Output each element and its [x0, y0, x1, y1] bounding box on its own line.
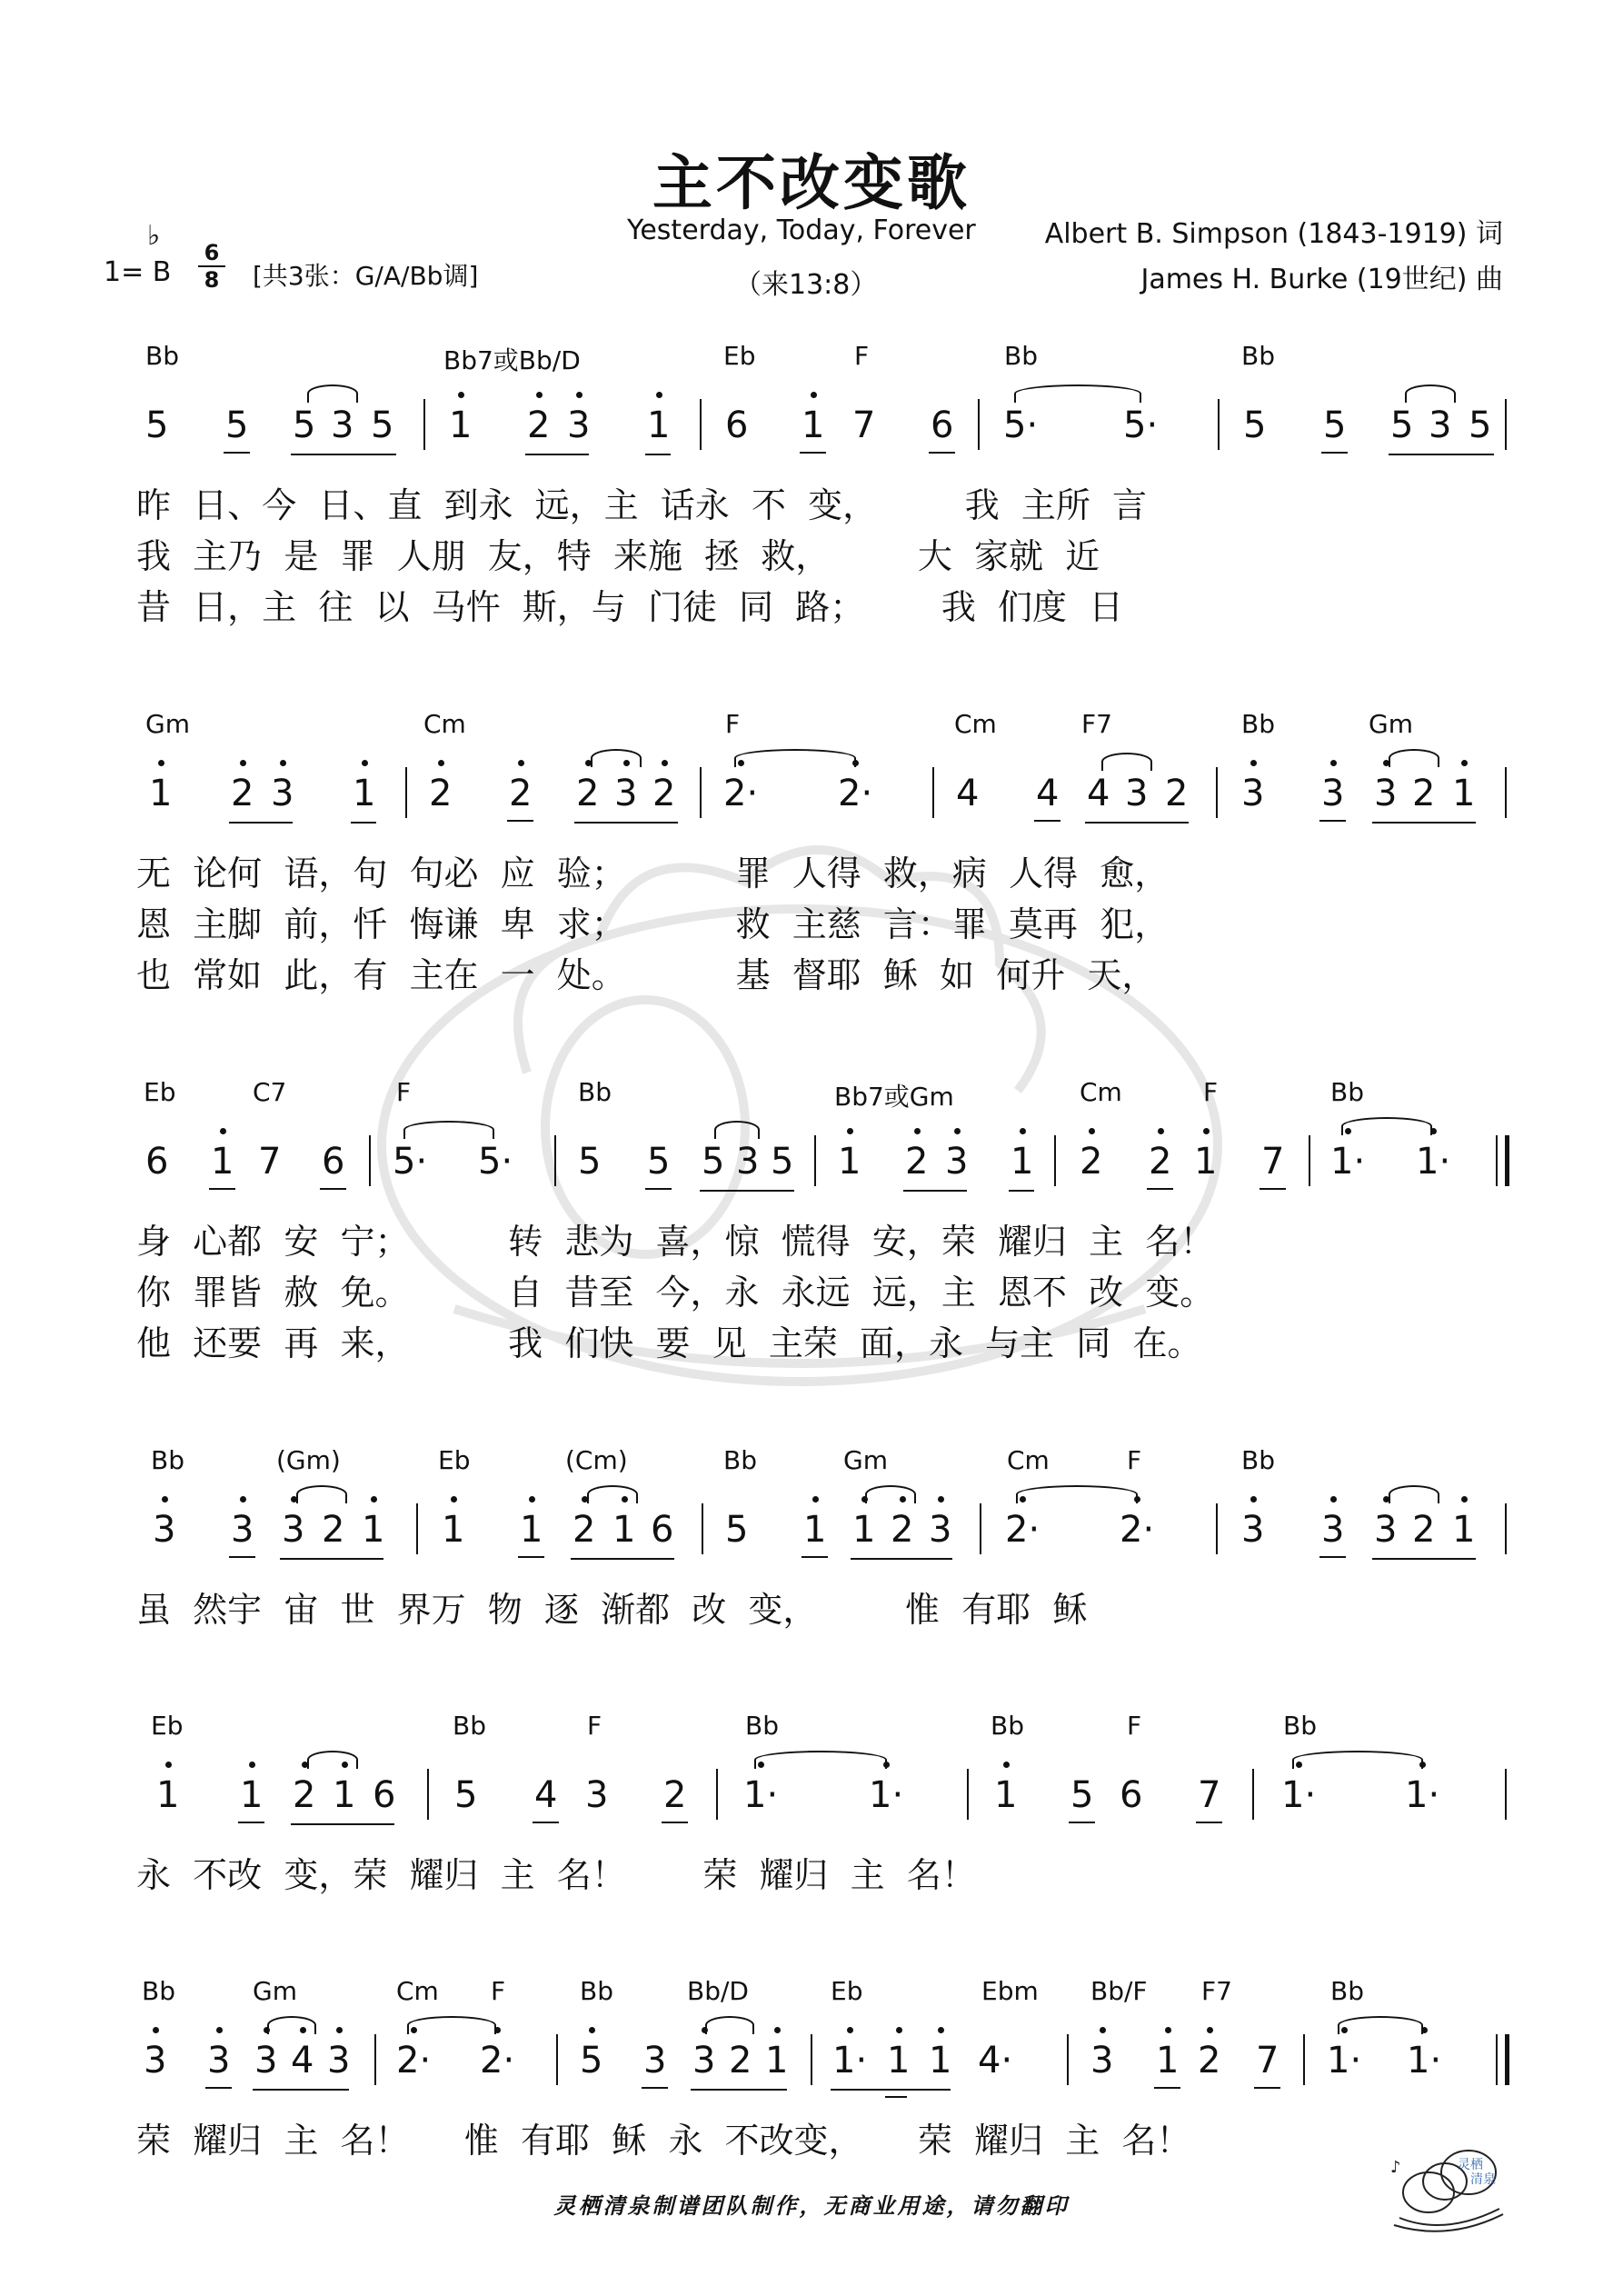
note: 2 [652, 773, 676, 814]
note: 3 [643, 2040, 667, 2081]
time-signature [198, 242, 225, 291]
beam [1372, 1558, 1476, 1560]
barline [1054, 1135, 1056, 1186]
lyric-line: 身 心都 安 宁； 转 悲为 喜，惊 慌得 安，荣 耀归 主 名！ [136, 1222, 1215, 1262]
lyric-line: 恩 主脚 前，忏 悔谦 卑 求； 救 主慈 言：罪 莫再 犯， [136, 904, 1170, 944]
note: 2 [729, 2040, 752, 2081]
note: 5 [647, 1141, 671, 1183]
chord-label: Bb [991, 1711, 1024, 1741]
note: 3 [736, 1141, 760, 1183]
note: 7 [258, 1141, 282, 1183]
barline [416, 1503, 418, 1554]
beam [831, 2089, 951, 2091]
note: 1 [1011, 1141, 1034, 1183]
slur [591, 749, 642, 767]
slur [1014, 384, 1141, 403]
note: 6 [373, 1774, 396, 1816]
note: 1· [1405, 1774, 1440, 1816]
chord-label: Cm [423, 709, 466, 739]
note: 3 [1321, 1509, 1345, 1551]
chord-label: Bb [151, 1445, 184, 1475]
note: 1· [832, 2040, 868, 2081]
note: 4 [956, 773, 980, 814]
barline [1216, 767, 1218, 818]
lyricist-credit: Albert B. Simpson (1843-1919) 词 [1044, 218, 1503, 250]
beam [903, 1190, 967, 1192]
note: 2 [429, 773, 453, 814]
scripture-reference: （来13:8） [734, 269, 878, 301]
key-note: [共3张：G/A/Bb调] [253, 261, 479, 291]
note: 3 [1241, 773, 1265, 814]
beam [574, 822, 678, 824]
chord-label: Gm [1369, 709, 1413, 739]
barline [554, 1135, 556, 1186]
note: 1 [240, 1774, 264, 1816]
note: 5· [478, 1141, 513, 1183]
note: 3 [207, 2040, 231, 2081]
note: 3 [1321, 773, 1345, 814]
beam [253, 2089, 349, 2091]
note: 2 [1198, 2040, 1221, 2081]
note: 1 [1452, 1509, 1476, 1551]
beam [291, 1823, 394, 1825]
note: 1 [353, 773, 376, 814]
note: 4· [978, 2040, 1013, 2081]
chord-label: Bb [1330, 1976, 1364, 2006]
chord-label: Eb [723, 341, 756, 371]
note: 1 [149, 773, 173, 814]
beam [351, 822, 376, 824]
lyric-line: 你 罪皆 赦 免。 自 昔至 今，永 永远 远，主 恩不 改 变。 [136, 1273, 1215, 1313]
slur [1016, 1485, 1138, 1503]
note: 2 [1412, 1509, 1436, 1551]
chord-label: Bb [142, 1976, 175, 2006]
note: 1 [442, 1509, 465, 1551]
note: 7 [1261, 1141, 1285, 1183]
lyric-line: 昨 日、今 日、直 到永 远，主 话永 不 变， 我 主所 言 [136, 485, 1148, 525]
barline [369, 1135, 371, 1186]
slur [1292, 1751, 1423, 1769]
note: 1 [612, 1509, 636, 1551]
barline [405, 767, 407, 818]
note: 1 [838, 1141, 861, 1183]
chord-label: F [491, 1976, 506, 2006]
barline [1252, 1769, 1254, 1820]
key-signature [104, 220, 172, 288]
beam [885, 2096, 907, 2098]
note: 3 [1090, 2040, 1114, 2081]
logo-text-line-2: 清泉 [1470, 2172, 1496, 2187]
chord-label: F [1203, 1077, 1219, 1107]
note: 2 [1165, 773, 1189, 814]
note: 1 [211, 1141, 234, 1183]
note: 3 [945, 1141, 969, 1183]
note: 1 [802, 404, 825, 446]
note: 5 [1243, 404, 1267, 446]
note: 1 [852, 1509, 876, 1551]
note: 2· [1005, 1509, 1041, 1551]
svg-text:♪: ♪ [1390, 2158, 1401, 2177]
barline [967, 1769, 969, 1820]
note: 5 [725, 1509, 749, 1551]
chord-label: Gm [253, 1976, 297, 2006]
time-signature-top: 6 [204, 240, 220, 265]
chord-label: F [396, 1077, 412, 1107]
note: 5· [393, 1141, 428, 1183]
chord-label: Gm [843, 1445, 888, 1475]
note: 2 [293, 1774, 316, 1816]
note: 7 [1198, 1774, 1221, 1816]
note: 1 [647, 404, 671, 446]
note: 1· [869, 1774, 904, 1816]
slur [407, 2016, 496, 2034]
note: 5 [1469, 404, 1492, 446]
chord-label: F [587, 1711, 602, 1741]
barline [1505, 767, 1507, 818]
chord-label: Bb [1004, 341, 1038, 371]
beam [700, 1190, 794, 1192]
chord-label: C7 [253, 1077, 287, 1107]
note: 5· [1003, 404, 1039, 446]
chord-label: Cm [1080, 1077, 1122, 1107]
note: 5 [371, 404, 394, 446]
slur [1101, 753, 1152, 771]
chord-label: Bb [578, 1077, 612, 1107]
note: 1 [449, 404, 473, 446]
time-signature-bottom: 8 [204, 267, 220, 293]
note: 3 [1374, 773, 1398, 814]
barline [556, 2034, 558, 2085]
chord-label: Bb [1241, 341, 1275, 371]
note: 1 [803, 1509, 827, 1551]
lyric-line: 虽 然宇 宙 世 界万 物 逐 渐都 改 变， 惟 有耶 稣 [136, 1590, 1088, 1630]
barline [932, 767, 934, 818]
note: 2 [576, 773, 600, 814]
chord-label: Bb7或Gm [834, 1082, 954, 1112]
note: 3 [271, 773, 294, 814]
notation-row [0, 404, 1623, 459]
beam [229, 822, 293, 824]
note: 1 [333, 1774, 356, 1816]
chord-label: Cm [1007, 1445, 1050, 1475]
chord-label: Eb [831, 1976, 863, 2006]
chord-label: Bb [1330, 1077, 1364, 1107]
chord-label: Gm [145, 709, 190, 739]
beam [525, 454, 589, 455]
notation-row [0, 773, 1623, 827]
note: 2· [838, 773, 873, 814]
barline [1505, 1503, 1507, 1554]
notation-row [0, 1141, 1623, 1195]
note: 2 [231, 773, 254, 814]
chord-label: Bb [745, 1711, 779, 1741]
note: 5 [771, 1141, 794, 1183]
slur [1338, 2016, 1423, 2034]
note: 2 [1149, 1141, 1172, 1183]
barline [1505, 1769, 1507, 1820]
barline [1216, 1503, 1218, 1554]
note: 3 [327, 2040, 351, 2081]
note: 6 [145, 1141, 169, 1183]
barline [1218, 399, 1220, 450]
note: 1 [1194, 1141, 1218, 1183]
lyric-line: 我 主乃 是 罪 人朋 友，特 来施 拯 救， 大 家就 近 [136, 536, 1100, 576]
beam [1009, 1190, 1034, 1192]
chord-label: Bb [145, 341, 179, 371]
note: 2· [480, 2040, 515, 2081]
note: 1· [1327, 2040, 1362, 2081]
barline [1067, 2034, 1069, 2085]
note: 3 [614, 773, 638, 814]
note: 1 [362, 1509, 385, 1551]
notation-row [0, 1774, 1623, 1829]
lyric-line: 无 论何 语，句 句必 应 验； 罪 人得 救，病 人得 愈， [136, 854, 1170, 893]
note: 4 [1036, 773, 1060, 814]
note: 3 [1374, 1509, 1398, 1551]
note: 1 [887, 2040, 911, 2081]
beam [571, 1558, 674, 1560]
note: 7 [1256, 2040, 1279, 2081]
final-barline [1496, 2034, 1509, 2085]
note: 5 [225, 404, 249, 446]
note: 6 [1120, 1774, 1143, 1816]
note: 5 [454, 1774, 478, 1816]
chord-label: Bb [1283, 1711, 1317, 1741]
note: 2 [663, 1774, 687, 1816]
slur [865, 1485, 916, 1503]
barline [1309, 1135, 1310, 1186]
chord-label: Eb [438, 1445, 471, 1475]
double-barline [1496, 1135, 1509, 1186]
note: 6 [725, 404, 749, 446]
barline [700, 767, 702, 818]
flat-icon: ♭ [147, 220, 161, 252]
note: 6 [322, 1141, 345, 1183]
beam [1389, 454, 1494, 455]
note: 1 [765, 2040, 789, 2081]
chord-label: F [1127, 1445, 1142, 1475]
beam [291, 454, 396, 455]
beam [691, 2089, 787, 2091]
note: 1· [1407, 2040, 1442, 2081]
slur [1389, 749, 1439, 767]
note: 5· [1123, 404, 1159, 446]
chord-label: (Gm) [276, 1445, 341, 1475]
chord-label: Cm [396, 1976, 439, 2006]
notation-row [0, 2040, 1623, 2094]
chord-label: F [1127, 1711, 1142, 1741]
note: 1 [1452, 773, 1476, 814]
beam [1372, 822, 1476, 824]
note: 5 [293, 404, 316, 446]
note: 2 [891, 1509, 914, 1551]
note: 7 [852, 404, 876, 446]
note: 5 [1070, 1774, 1094, 1816]
note: 2 [1080, 1141, 1103, 1183]
beam [645, 454, 671, 455]
chord-label: F7 [1201, 1976, 1232, 2006]
note: 1· [1416, 1141, 1451, 1183]
chord-label: Bb/D [687, 1976, 749, 2006]
barline [700, 399, 702, 450]
chord-label: Cm [954, 709, 997, 739]
chord-label: Bb7或Bb/D [443, 345, 581, 375]
slur [754, 1751, 887, 1769]
slur [1341, 1117, 1432, 1135]
chord-label: F7 [1081, 709, 1112, 739]
note: 1 [520, 1509, 543, 1551]
song-subtitle: Yesterday, Today, Forever [627, 215, 976, 246]
note: 3 [567, 404, 591, 446]
chord-label: F [725, 709, 741, 739]
barline [978, 399, 980, 450]
composer-credit: James H. Burke (19世纪) 曲 [1140, 264, 1503, 295]
note: 5 [1323, 404, 1347, 446]
chord-label: (Cm) [565, 1445, 628, 1475]
lyric-line: 昔 日，主 往 以 马忤 斯，与 门徒 同 路； 我 们度 日 [136, 587, 1124, 627]
note: 3 [254, 2040, 278, 2081]
note: 1· [1281, 1774, 1317, 1816]
slur [714, 1121, 760, 1139]
slur [1389, 1485, 1439, 1503]
barline [374, 2034, 376, 2085]
barline [1303, 2034, 1305, 2085]
note: 2· [723, 773, 759, 814]
note: 3 [153, 1509, 176, 1551]
beam [280, 1558, 383, 1560]
footer-note: 灵栖清泉制谱团队制作，无商业用途，请勿翻印 [553, 2193, 1070, 2219]
note: 3 [929, 1509, 952, 1551]
song-title: 主不改变歌 [652, 148, 971, 218]
note: 1· [743, 1774, 779, 1816]
beam [1085, 822, 1189, 824]
note: 2 [322, 1509, 345, 1551]
note: 1 [1156, 2040, 1180, 2081]
barline [980, 1503, 981, 1554]
notation-row [0, 1509, 1623, 1563]
note: 3 [231, 1509, 254, 1551]
note: 2 [573, 1509, 596, 1551]
slur [307, 384, 358, 403]
note: 3 [585, 1774, 609, 1816]
note: 2· [1120, 1509, 1155, 1551]
slur [403, 1121, 494, 1139]
barline [427, 1769, 429, 1820]
barline [814, 1135, 816, 1186]
note: 4 [1087, 773, 1110, 814]
note: 3 [1429, 404, 1452, 446]
chord-label: Bb [580, 1976, 613, 2006]
note: 5 [1390, 404, 1414, 446]
chord-label: Bb/F [1090, 1976, 1148, 2006]
slur [705, 2016, 754, 2034]
note: 4 [534, 1774, 558, 1816]
slur [296, 1485, 347, 1503]
slur [734, 749, 856, 767]
chord-label: Bb [453, 1711, 486, 1741]
note: 2 [1412, 773, 1436, 814]
note: 3 [282, 1509, 305, 1551]
logo-text-line-1: 灵栖 [1458, 2158, 1483, 2172]
slur [267, 2016, 316, 2034]
barline [1505, 399, 1507, 450]
chord-label: Bb [1241, 709, 1275, 739]
note: 1· [1330, 1141, 1366, 1183]
note: 1 [156, 1774, 180, 1816]
note: 5 [580, 2040, 603, 2081]
note: 1 [929, 2040, 952, 2081]
note: 4 [291, 2040, 314, 2081]
note: 5 [578, 1141, 602, 1183]
lyric-line: 也 常如 此，有 主在 一 处。 基 督耶 稣 如 何升 天， [136, 955, 1157, 995]
note: 3 [331, 404, 354, 446]
note: 3 [692, 2040, 716, 2081]
beam [851, 1558, 952, 1560]
lyric-line: 荣 耀归 主 名！ 惟 有耶 稣 永 不改变， 荣 耀归 主 名！ [136, 2121, 1191, 2161]
note: 6 [931, 404, 954, 446]
note: 6 [651, 1509, 674, 1551]
note: 5 [702, 1141, 725, 1183]
note: 2 [905, 1141, 929, 1183]
note: 5 [145, 404, 169, 446]
key-label: 1= B [104, 256, 172, 288]
slur [307, 1751, 358, 1769]
chord-label: Bb [723, 1445, 757, 1475]
barline [702, 1503, 703, 1554]
note: 2 [527, 404, 551, 446]
barline [811, 2034, 812, 2085]
note: 2 [509, 773, 533, 814]
slur [587, 1485, 638, 1503]
chord-label: Eb [144, 1077, 176, 1107]
note: 3 [1125, 773, 1149, 814]
lyric-line: 他 还要 再 来， 我 们快 要 见 主荣 面，永 与主 同 在。 [136, 1323, 1202, 1363]
note: 2· [396, 2040, 432, 2081]
note: 3 [1241, 1509, 1265, 1551]
slur [1405, 384, 1456, 403]
barline [423, 399, 425, 450]
chord-label: F [854, 341, 870, 371]
chord-label: Bb [1241, 1445, 1275, 1475]
lyric-line: 永 不改 变，荣 耀归 主 名！ 荣 耀归 主 名！ [136, 1855, 976, 1895]
chord-label: Eb [151, 1711, 184, 1741]
chord-label: Ebm [981, 1976, 1039, 2006]
barline [716, 1769, 718, 1820]
note: 1 [994, 1774, 1018, 1816]
note: 3 [144, 2040, 167, 2081]
